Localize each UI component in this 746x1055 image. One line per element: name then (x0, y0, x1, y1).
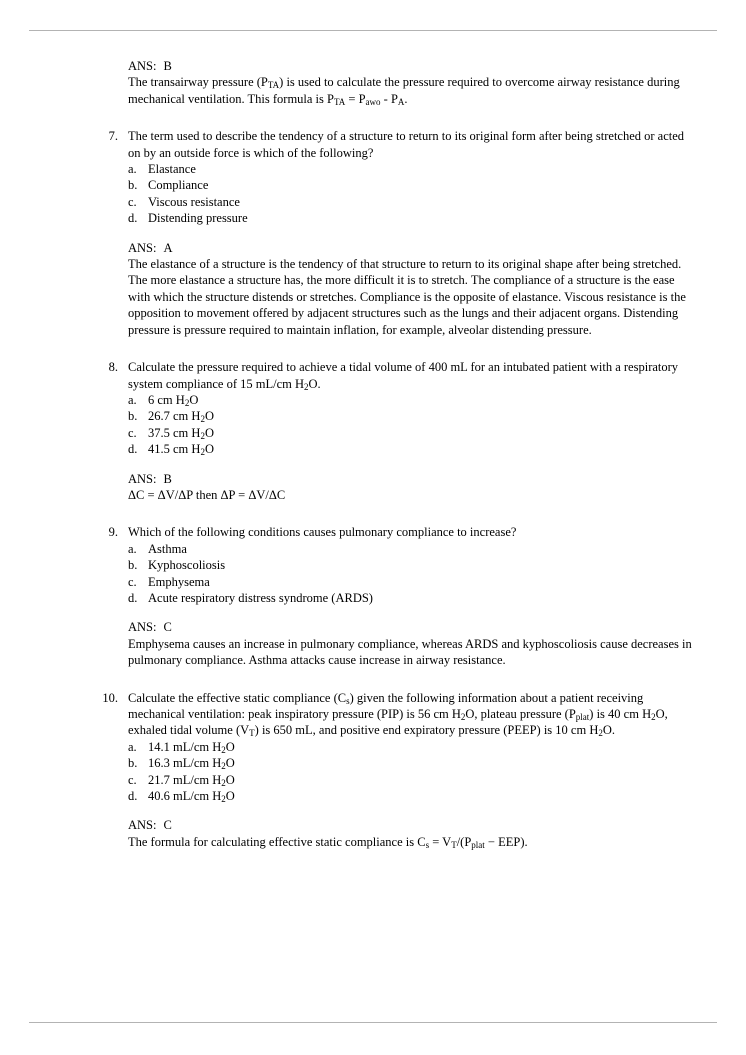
option-text: 40.6 mL/cm $H_2O$ (148, 789, 235, 805)
answer-option (128, 788, 698, 804)
answer-line (128, 619, 698, 635)
ans-label: ANS: (128, 240, 157, 255)
ans-letter: C (163, 620, 172, 635)
option-letter: c. (128, 574, 137, 589)
option-text: 37.5 cm $H_2O$ (148, 425, 214, 441)
option-letter: a. (128, 541, 137, 556)
question-number: 8. (108, 360, 118, 375)
option-letter: c. (128, 425, 137, 440)
rationale-text: The formula for calculating effective static compliance is $C_s = V_T/(P_{plat} - EEP)$. (128, 834, 528, 850)
option-letter: c. (128, 194, 137, 209)
top-rule (29, 30, 717, 31)
option-letter: b. (128, 178, 138, 193)
option-letter: d. (128, 211, 138, 226)
page-content (102, 45, 698, 850)
answer-option (128, 772, 698, 788)
question-block (108, 128, 698, 338)
question-number: 9. (108, 525, 118, 540)
option-text: Emphysema (148, 574, 210, 589)
answer-option (128, 590, 698, 606)
ans-label: ANS: (128, 620, 157, 635)
ans-label: ANS: (128, 471, 157, 486)
option-letter: a. (128, 739, 137, 754)
question-number: 10. (102, 690, 118, 705)
option-text: Distending pressure (148, 211, 248, 226)
option-text: 21.7 mL/cm $H_2O$ (148, 772, 235, 788)
question-block (102, 690, 698, 851)
option-letter: a. (128, 392, 137, 407)
answer-option (128, 541, 698, 557)
answer-option (128, 194, 698, 210)
ans-letter: B (163, 59, 172, 73)
option-text: 16.3 mL/cm $H_2O$ (148, 756, 235, 772)
option-text: Kyphoscoliosis (148, 558, 226, 573)
option-letter: b. (128, 558, 138, 573)
question-block (108, 359, 698, 503)
ans-label: ANS: (128, 59, 157, 73)
option-text: Acute respiratory distress syndrome (ARDS) (148, 590, 373, 605)
option-letter: c. (128, 772, 137, 787)
option-letter: d. (128, 590, 138, 605)
ans-letter: C (163, 818, 172, 833)
option-letter: a. (128, 162, 137, 177)
question-stem: 8. Calculate the pressure required to achieve a tidal volume of 400 mL for an intubated patient with a respiratory system compliance of 15 mL/cm $H_2O$. (128, 359, 698, 392)
ans-letter: B (163, 471, 172, 486)
answer-option (128, 392, 698, 408)
question-block (108, 524, 698, 668)
option-text: 14.1 mL/cm $H_2O$ (148, 739, 235, 755)
ans-label: ANS: (128, 818, 157, 833)
answer-option (128, 739, 698, 755)
option-text: Elastance (148, 162, 196, 177)
option-text: 26.7 cm $H_2O$ (148, 409, 214, 425)
answer-option (128, 557, 698, 573)
option-text: Viscous resistance (148, 194, 240, 209)
answer-block (128, 58, 698, 107)
option-letter: b. (128, 409, 138, 424)
option-letter: d. (128, 442, 138, 457)
question-stem: 10. Calculate the effective static compliance $(C_s)$ given the following information about a patient receiving mechanical ventilation: peak inspiratory pressure (PIP) is 56 cm $H_2O$, plateau pressure $(P_{plat})$ is 40 cm $H_2O$, exhaled tidal volume $(V_T)$ is 650 mL, and positive end expiratory pressure (PEEP) is 10 cm $H_2O$. (128, 690, 698, 739)
question-stem: 9. Which of the following conditions causes pulmonary compliance to increase? (128, 524, 698, 540)
answer-option (128, 161, 698, 177)
answer-line (128, 58, 698, 74)
answer-line (128, 817, 698, 833)
rationale-text: ΔC = ΔV/ΔP then ΔP = ΔV/ΔC (128, 487, 286, 502)
option-text: Compliance (148, 178, 209, 193)
answer-option (128, 210, 698, 226)
option-text: 41.5 cm $H_2O$ (148, 442, 214, 458)
option-letter: b. (128, 756, 138, 771)
answer-option (128, 574, 698, 590)
option-letter: d. (128, 789, 138, 804)
rationale-text: The elastance of a structure is the tendency of that structure to return to its original shape after being stretched. The more elastance a structure has, the more difficult it is to stretch. The compliance of a structure is the ease with which the structure distends or stretches. Compliance is the opposite of elastance. Viscous resistance is the opposition to movement offered by adjacent structures such as the lungs and their adjacent organs. Distending pressure is pressure required to maintain inflation, for example, alveolar distending pressure. (128, 257, 686, 337)
answer-option (128, 408, 698, 424)
option-text: Asthma (148, 541, 187, 556)
answer-line (128, 240, 698, 256)
bottom-rule (29, 1022, 717, 1023)
answer-option (128, 755, 698, 771)
rationale-text: Emphysema causes an increase in pulmonary compliance, whereas ARDS and kyphoscoliosis cause decreases in pulmonary compliance. Asthma attacks cause increase in airway resistance. (128, 636, 692, 668)
question-number: 7. (108, 129, 118, 144)
answer-option (128, 425, 698, 441)
answer-option (128, 177, 698, 193)
answer-line (128, 471, 698, 487)
answer-option (128, 441, 698, 457)
question-stem: 7. The term used to describe the tendency of a structure to return to its original form after being stretched or acted on by an outside force is which of the following? (128, 128, 698, 161)
option-text: 6 cm $H_2O$ (148, 392, 199, 408)
ans-letter: A (163, 240, 173, 255)
rationale-text: The transairway pressure $(P_{TA})$ is used to calculate the pressure required to overcome airway resistance during mechanical ventilation. This formula is $P_{TA} = P_{awo} - P_A$. (128, 75, 680, 107)
